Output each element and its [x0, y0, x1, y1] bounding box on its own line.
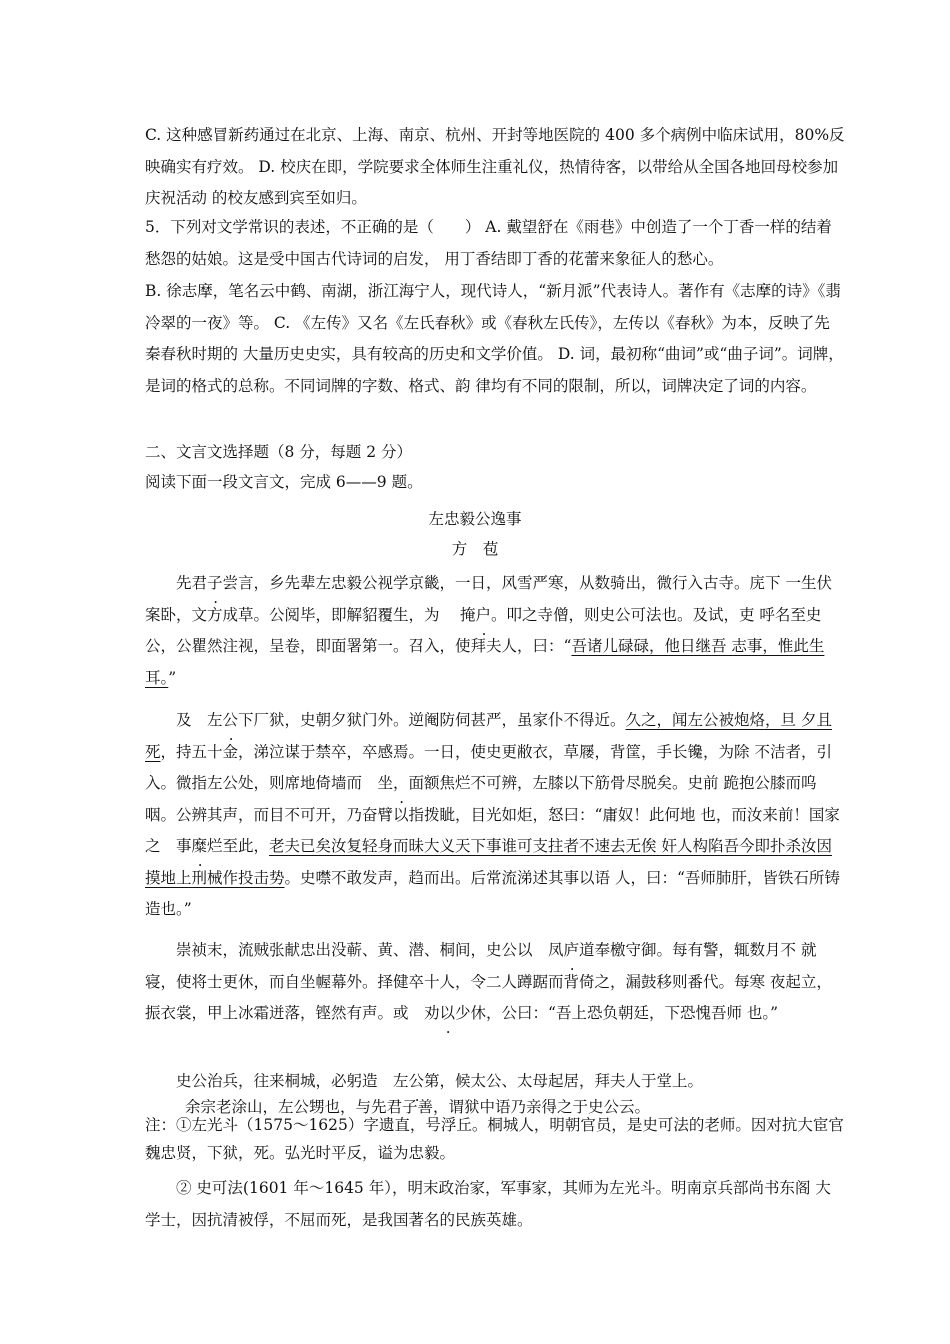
q4-options-c-d: C. 这种感冒新药通过在北京、上海、南京、杭州、开封等地医院的 400 多个病例中临床试用，80%反映确实有疗效。 D. 校庆在即，学院要求全体师生注重礼仪，热情待客，以带给从全国各地回母校参加庆祝活动 的校友感到宾至如归。 [145, 126, 845, 207]
q5-stem-option-a: 5．下列对文学常识的表述，不正确的是（ ） A. 戴望舒在《雨巷》中创造了一个丁香一样的结着愁怨的姑娘。这是受中国古代诗词的启发， 用丁香结即丁香的花蕾来象征人的愁心。 [145, 218, 832, 268]
underlined-sentence-1: 久之，闻左公被炮烙，旦 夕且死 [145, 711, 832, 761]
dotted-gap [161, 837, 177, 855]
dotted-gap [444, 606, 460, 624]
dotted-gap [362, 774, 378, 792]
dotted-gap [533, 941, 549, 959]
section-heading: 二、文言文选择题（8 分，每题 2 分） [145, 443, 413, 461]
section-instruction: 阅读下面一段文言文，完成 6——9 题。 [145, 473, 423, 491]
underlined-sentence: 吾诸儿碌碌，他日继吾 志事，惟此生耳。 [145, 637, 825, 687]
footnote-1: 注：①左光斗（1575～1625）字遗直，号浮丘。桐城人，明朝官员，是史可法的老师。因对抗大宦官魏忠贤，下狱，死。弘光时平反，谥为忠毅。 [145, 1116, 844, 1162]
passage-paragraph-4: 史公治兵，往来桐城，必躬造 . 左公第，候太公、太母起居，拜夫人于堂上。 [145, 1066, 845, 1098]
q5-options-b-c-d: B. 徐志摩，笔名云中鹤、南湖，浙江海宁人，现代诗人，“新月派”代表诗人。著作有《志摩的诗》《翡冷翠的一夜》等。 C. 《左传》又名《左氏春秋》或《春秋左氏传》，左传以《春秋》为本，反映了先秦春秋时期的 大量历史史实，具有较高的历史和文学价值。 D. 词，最初称“曲词”或“曲子词”。词牌，是词的格式的总称。不同词牌的字数、格式、韵 律均有不同的限制，所以，词牌决定了词的内容。 [145, 282, 844, 395]
passage-title: 左忠毅公逸事 [428, 510, 522, 528]
dotted-char: 先 . [176, 574, 192, 592]
passage-paragraph-5: 余宗老涂山，左公甥也，与先君子善，谓狱中语乃亲得之于史公云。 [185, 1098, 651, 1116]
dotted-gap [192, 711, 208, 729]
passage-paragraph-3: 崇祯末，流贼张献忠出没蕲、黄、潜、桐间，史公以 . 凤庐道奉檄守御。每有警，辄数月不 就寝，使将士更休，而自坐幄幕外。择健卒十人，令二人蹲踞而背倚之，漏鼓移则番代。每寒 夜起立，振衣裳，甲上冰霜迸落，铿然有声。或 . 劝以少休，公曰：“吾上恐负朝廷，下恐愧吾师 也。” [145, 935, 845, 1030]
passage-paragraph-1: 先 .君子尝言，乡先辈左忠毅公视学京畿，一日，风雪严寒，从数骑出，微行入古寺。庑下 一生伏案卧，文方成草。公阅毕，即解貂覆生，为 . 掩户。叩之寺僧，则史公可法也。及试，吏 呼名至史公，公瞿然注视，呈卷，即面署第一。召入，使拜夫人，曰：“吾诸儿碌碌，他日继吾 志事，惟此生耳。” [145, 568, 845, 694]
underlined-sentence-2: 老夫已矣汝复轻身而昧大义天下事谁可支拄者不速去无俟 奸人构陷吾今即扑杀汝因摸地上刑械作投击势 [145, 837, 832, 887]
footnote-2: ② 史可法(1601 年～1645 年），明末政治家，军事家，其师为左光斗。明南京兵部尚书东阁 大学士，因抗清被俘，不屈而死，是我国著名的民族英雄。 [145, 1179, 831, 1229]
dotted-gap [409, 1004, 425, 1022]
dotted-gap [378, 1072, 394, 1090]
passage-paragraph-2: 及 . 左公下厂狱，史朝夕狱门外。逆阉防伺甚严，虽家仆不得近。久之，闻左公被炮烙，旦 夕且死，持五十金，涕泣谋于禁卒，卒感焉。一日，使史更敝衣，草屦，背筐，手长镵，为除 不洁者，引入。微指左公处，则席地倚墙而 . 坐，面额焦烂不可辨，左膝以下筋骨尽脱矣。史前 跪抱公膝而呜咽。公辨其声，而目不可开，乃奋臂以指拨眦，目光如炬，怒曰：“庸奴！此何地 也，而汝来前！国家之 . 事糜烂至此，老夫已矣汝复轻身而昧大义天下事谁可支拄者不速去无俟 奸人构陷吾今即扑杀汝因摸地上刑械作投击势。史噤不敢发声，趋而出。后常流涕述其事以语 人，曰：“吾师肺肝，皆铁石所铸造也。” [145, 705, 845, 926]
passage-author: 方 苞 [451, 540, 499, 558]
